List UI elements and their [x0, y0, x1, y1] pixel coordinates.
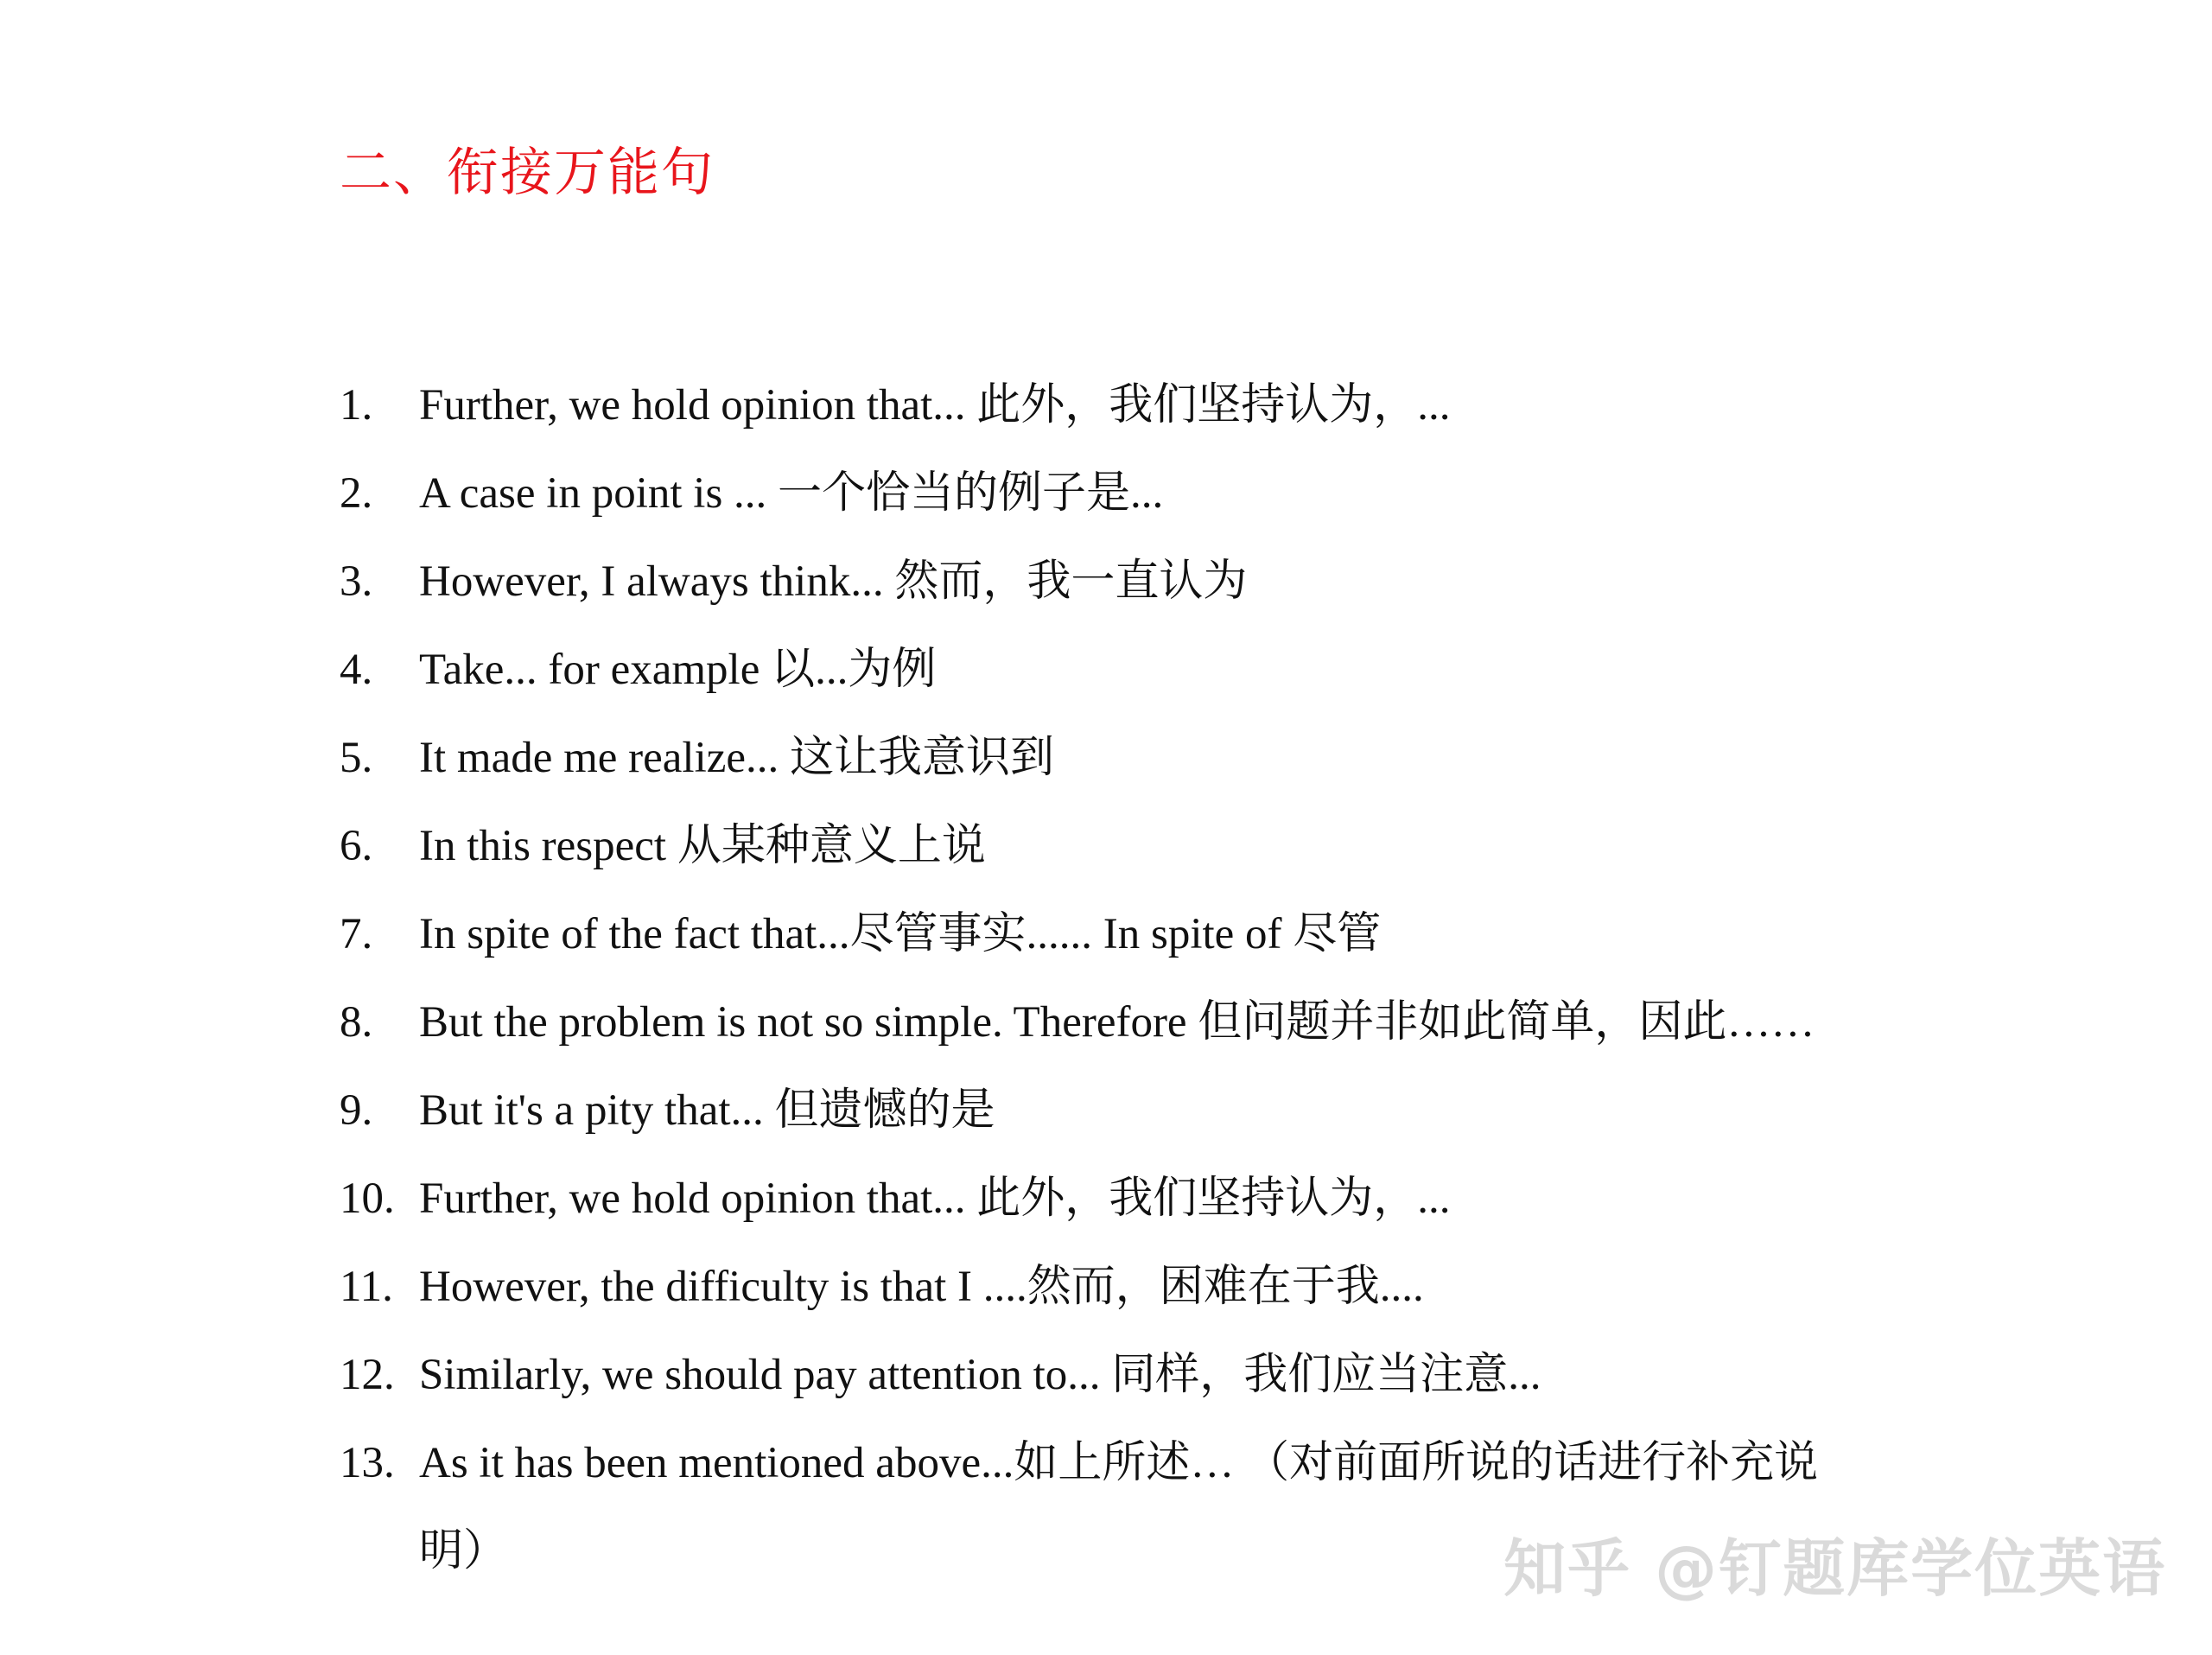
item-text: A case in point is ... 一个恰当的例子是...	[419, 469, 1164, 518]
item-number: 12.	[340, 1351, 395, 1399]
zhihu-watermark: 知乎 @钉题库学位英语	[1503, 1532, 2167, 1605]
item-number: 10.	[340, 1174, 395, 1223]
list-item	[340, 978, 1878, 1066]
item-text: Further, we hold opinion that... 此外，我们坚持认为，...	[419, 381, 1451, 430]
item-text: In spite of the fact that...尽管事实...... In spite of 尽管	[419, 910, 1382, 958]
item-text: However, I always think... 然而，我一直认为	[419, 557, 1248, 606]
list-item	[340, 1155, 1878, 1243]
item-text: Further, we hold opinion that... 此外，我们坚持认为，...	[419, 1174, 1451, 1223]
list-item	[340, 890, 1878, 978]
item-text: As it has been mentioned above...如上所述… （对前面所说的话进行补充说明）	[419, 1439, 1819, 1575]
item-text: It made me realize... 这让我意识到	[419, 734, 1055, 782]
item-number: 2.	[340, 469, 373, 518]
list-item	[340, 538, 1878, 626]
item-number: 3.	[340, 557, 373, 606]
item-text: Take... for example 以...为例	[419, 646, 937, 694]
list-item	[340, 1066, 1878, 1155]
list-item	[340, 449, 1878, 538]
item-number: 1.	[340, 381, 373, 430]
item-number: 4.	[340, 646, 373, 694]
list-item	[340, 714, 1878, 802]
item-number: 8.	[340, 998, 373, 1047]
sentence-list	[340, 361, 1878, 1595]
item-number: 7.	[340, 910, 373, 958]
list-item	[340, 1243, 1878, 1331]
item-text: But the problem is not so simple. Therefore 但问题并非如此简单，因此……	[419, 998, 1815, 1047]
item-text: But it's a pity that... 但遗憾的是	[419, 1086, 995, 1135]
item-text: In this respect 从某种意义上说	[419, 822, 986, 870]
item-number: 11.	[340, 1263, 393, 1311]
list-item	[340, 361, 1878, 449]
item-number: 5.	[340, 734, 373, 782]
item-number: 9.	[340, 1086, 373, 1135]
item-number: 6.	[340, 822, 373, 870]
list-item	[340, 626, 1878, 714]
section-heading: 二、衔接万能句	[340, 144, 715, 201]
item-text: However, the difficulty is that I ....然而，困难在于我....	[419, 1263, 1424, 1311]
item-number: 13.	[340, 1439, 395, 1487]
list-item	[340, 1331, 1878, 1419]
item-text: Similarly, we should pay attention to... 同样，我们应当注意...	[419, 1351, 1541, 1399]
list-item	[340, 802, 1878, 890]
